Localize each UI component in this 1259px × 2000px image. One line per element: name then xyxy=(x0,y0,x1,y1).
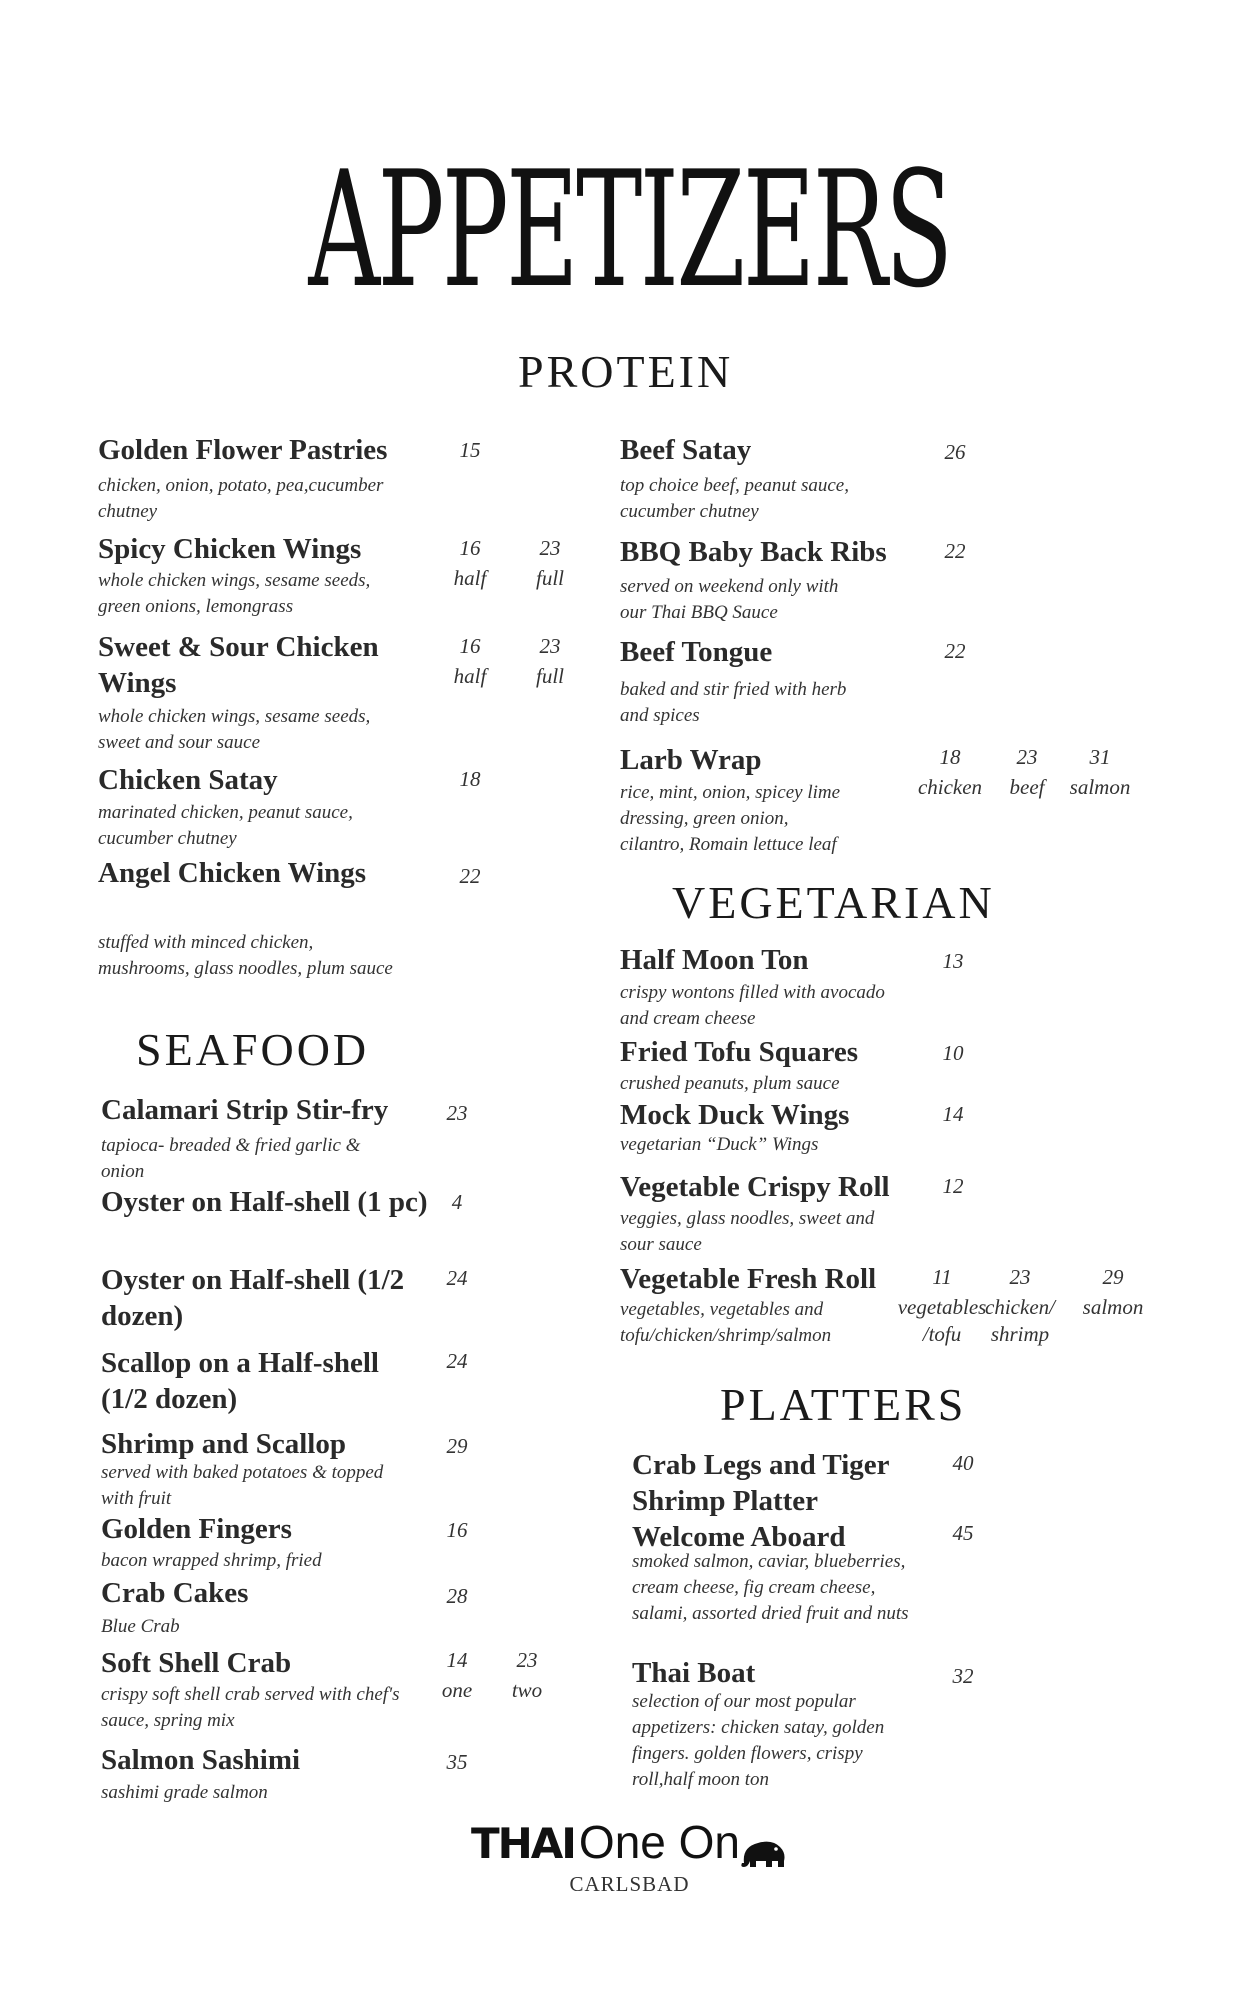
menu-item-price: 4 xyxy=(451,1190,463,1214)
menu-item-name: Sweet & Sour Chicken Wings xyxy=(98,631,379,699)
menu-item-name: Vegetable Crispy Roll xyxy=(620,1171,890,1203)
menu-item-name: Oyster on Half-shell (1 pc) xyxy=(101,1186,428,1218)
menu-item-price-label: full xyxy=(535,566,564,590)
menu-item-name: Beef Satay xyxy=(620,434,752,466)
menu-item-name: Beef Tongue xyxy=(620,636,773,668)
menu-item-price: 26 xyxy=(944,440,966,464)
menu-item-price-label: chicken xyxy=(917,775,983,799)
menu-item-description: whole chicken wings, sesame seeds, sweet and sour sauce xyxy=(98,706,371,753)
menu-item-description: stuffed with minced chicken, mushrooms, glass noodles, plum sauce xyxy=(98,932,393,979)
menu-item-price-label: chicken/ shrimp xyxy=(985,1295,1055,1346)
menu-item-price-label: vegetables /tofu xyxy=(897,1295,987,1346)
menu-item-name: Shrimp and Scallop xyxy=(101,1428,346,1460)
menu-item-name: Chicken Satay xyxy=(98,764,278,796)
menu-item-price: 23 xyxy=(539,536,561,560)
menu-item-description: Blue Crab xyxy=(101,1616,180,1637)
page-title: APPETIZERS xyxy=(308,136,951,323)
menu-item-price: 18 xyxy=(939,745,961,769)
menu-item-description: vegetables, vegetables and tofu/chicken/shrimp/salmon xyxy=(620,1299,832,1346)
menu-item-description: veggies, glass noodles, sweet and sour sauce xyxy=(620,1208,875,1255)
menu-item-name: Golden Flower Pastries xyxy=(98,434,388,466)
menu-item-price: 23 xyxy=(516,1648,538,1672)
menu-item-price-label: half xyxy=(453,566,487,590)
menu-item-price-label: two xyxy=(511,1678,543,1702)
menu-item-price: 24 xyxy=(446,1349,468,1373)
menu-item-price: 10 xyxy=(942,1041,964,1065)
menu-item-price: 16 xyxy=(459,634,481,658)
menu-item-name: Welcome Aboard xyxy=(632,1521,846,1553)
menu-item-price: 22 xyxy=(459,864,481,888)
menu-item-price: 18 xyxy=(459,767,481,791)
menu-item-price-label: salmon xyxy=(1082,1295,1144,1319)
menu-item-price: 13 xyxy=(942,949,964,973)
menu-item-price: 35 xyxy=(446,1750,468,1774)
restaurant-location: CARLSBAD xyxy=(569,1872,690,1896)
menu-item-description: top choice beef, peanut sauce, cucumber chutney xyxy=(620,475,849,522)
menu-item-name: Larb Wrap xyxy=(620,744,762,776)
menu-item-name: BBQ Baby Back Ribs xyxy=(620,536,887,568)
menu-item-price: 29 xyxy=(446,1434,468,1458)
menu-item-price: 29 xyxy=(1102,1265,1124,1289)
menu-item-price: 32 xyxy=(952,1664,974,1688)
menu-item-price-label: beef xyxy=(1009,775,1045,799)
menu-item-price: 28 xyxy=(446,1584,468,1608)
menu-item-description: vegetarian “Duck” Wings xyxy=(620,1134,819,1155)
menu-item-description: sashimi grade salmon xyxy=(101,1782,268,1803)
menu-item-name: Calamari Strip Stir-fry xyxy=(101,1094,389,1126)
menu-item-description: crispy wontons filled with avocado and cream cheese xyxy=(620,982,885,1029)
menu-item-description: tapioca- breaded & fried garlic & onion xyxy=(101,1135,361,1182)
menu-item-description: selection of our most popular appetizers: chicken satay, golden fingers. golden flowers, crispy roll,half moon ton xyxy=(632,1691,885,1790)
menu-item-price: 31 xyxy=(1089,745,1111,769)
menu-item-name: Fried Tofu Squares xyxy=(620,1036,858,1068)
menu-item-description: rice, mint, onion, spicey lime dressing, green onion, cilantro, Romain lettuce leaf xyxy=(620,782,841,855)
menu-item-price-label: full xyxy=(535,664,564,688)
menu-item-name: Golden Fingers xyxy=(101,1513,292,1545)
menu-item-price: 24 xyxy=(446,1266,468,1290)
menu-item-name: Salmon Sashimi xyxy=(101,1744,301,1776)
logo-one-on-text: One On xyxy=(578,1816,741,1868)
menu-item-price: 40 xyxy=(952,1451,974,1475)
menu-item-price: 23 xyxy=(539,634,561,658)
menu-item-price: 11 xyxy=(932,1265,952,1289)
menu-item-name: Oyster on Half-shell (1/2 dozen) xyxy=(101,1264,405,1332)
menu-item-name: Soft Shell Crab xyxy=(101,1647,292,1679)
menu-item-description: baked and stir fried with herb and spices xyxy=(620,679,847,726)
menu-item-description: marinated chicken, peanut sauce, cucumber chutney xyxy=(98,802,353,849)
menu-item-price: 16 xyxy=(459,536,481,560)
menu-item-name: Thai Boat xyxy=(632,1657,756,1689)
menu-item-name: Vegetable Fresh Roll xyxy=(620,1263,877,1295)
menu-item-price: 22 xyxy=(944,639,966,663)
menu-item-name: Scallop on a Half-shell (1/2 dozen) xyxy=(101,1347,379,1415)
menu-item-price-label: salmon xyxy=(1069,775,1131,799)
menu-item-name: Half Moon Ton xyxy=(620,944,809,976)
menu-item-price: 14 xyxy=(446,1648,468,1672)
section-heading-protein: PROTEIN xyxy=(518,346,734,397)
restaurant-logo xyxy=(0,1815,1259,1871)
menu-item-price: 23 xyxy=(1009,1265,1031,1289)
menu-item-price: 23 xyxy=(1016,745,1038,769)
menu-item-price: 45 xyxy=(952,1521,974,1545)
menu-item-price-label: one xyxy=(441,1678,473,1702)
elephant-icon xyxy=(738,1837,788,1871)
menu-item-name: Angel Chicken Wings xyxy=(98,857,367,889)
logo-thai-text: THAI xyxy=(470,1819,575,1868)
menu-item-price: 14 xyxy=(942,1102,964,1126)
menu-item-description: crushed peanuts, plum sauce xyxy=(620,1073,840,1094)
menu-item-name: Crab Legs and Tiger Shrimp Platter xyxy=(632,1449,890,1517)
menu-item-name: Crab Cakes xyxy=(101,1577,249,1609)
menu-item-price: 23 xyxy=(446,1101,468,1125)
menu-item-price: 22 xyxy=(944,539,966,563)
menu-item-description: served on weekend only with our Thai BBQ Sauce xyxy=(620,576,839,623)
menu-item-price: 15 xyxy=(459,438,481,462)
menu-item-price-label: half xyxy=(453,664,487,688)
section-heading-seafood: SEAFOOD xyxy=(136,1024,370,1075)
menu-item-description: chicken, onion, potato, pea,cucumber chutney xyxy=(98,475,384,522)
section-heading-platters: PLATTERS xyxy=(720,1379,967,1430)
menu-item-price: 16 xyxy=(446,1518,468,1542)
menu-item-description: crispy soft shell crab served with chef's sauce, spring mix xyxy=(101,1684,400,1731)
menu-item-name: Mock Duck Wings xyxy=(620,1099,850,1131)
menu-item-description: whole chicken wings, sesame seeds, green onions, lemongrass xyxy=(98,570,371,617)
menu-item-description: smoked salmon, caviar, blueberries, cream cheese, fig cream cheese, salami, assorted dried fruit and nuts xyxy=(632,1551,909,1624)
menu-item-description: served with baked potatoes & topped with fruit xyxy=(101,1462,384,1509)
menu-item-price: 12 xyxy=(942,1174,964,1198)
section-heading-vegetarian: VEGETARIAN xyxy=(672,877,995,928)
menu-item-name: Spicy Chicken Wings xyxy=(98,533,362,565)
menu-item-description: bacon wrapped shrimp, fried xyxy=(101,1550,322,1571)
